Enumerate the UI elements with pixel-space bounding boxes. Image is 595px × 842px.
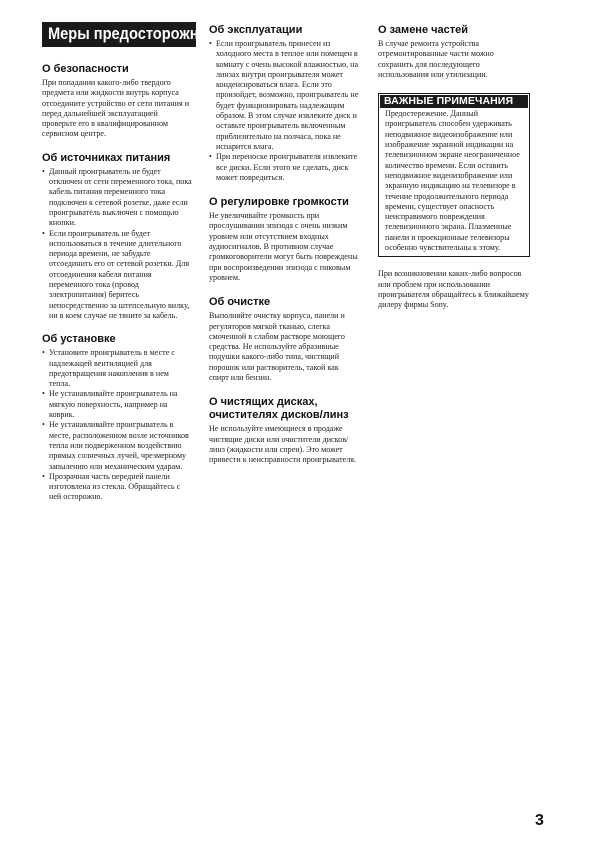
section-heading: О чистящих дисках, очистителях дисков/линз: [209, 396, 349, 422]
list-item: • Установите проигрыватель в месте с надлежащей вентиляцией для предотвращения накопления в нем тепла.: [42, 348, 192, 389]
section-text: Выполняйте очистку корпуса, панели и регуляторов мягкой тканью, слегка смоченной в слабом растворе моющего средства. Не используйте абразивные подушки какого-либо типа, чистящий порошок или растворитель, такой как спирт или бензин.: [209, 311, 345, 383]
list-item: • Прозрачная часть передней панели изготовлена из стекла. Обращайтесь с ней осторожно.: [42, 472, 192, 503]
list-item: • Если проигрыватель не будет использоваться в течение длительного периода времени, не забудьте отсоединить его от сетевой розетки. Для отсоединения кабеля питания переменного тока (провод электропитания) беритесь непосредственно за штепсельную вилку, ни в коем случае не тяните за кабель.: [42, 229, 192, 322]
column-middle: [209, 24, 359, 479]
section-cleaning-discs: [209, 396, 359, 465]
important-notes-text: Предостережение. Данный проигрыватель способен удерживать неподвижное видеоизображение или изображение экранной индикации на телевизионном экране неограниченное количество времени. Если оставить неподвижное видеоизображение или экранную индикацию на телевизоре в течение продолжительного периода времени, существует опасность неисправимого повреждения телевизионного экрана. Плазменные панели и проекционные телевизоры особенно чувствительны к этому.: [385, 109, 520, 253]
column-left: [42, 24, 232, 515]
important-notes-heading: ВАЖНЫЕ ПРИМЕЧАНИЯ: [380, 95, 528, 108]
section-heading: О регулировке громкости: [209, 196, 349, 209]
page-number: 3: [535, 812, 544, 829]
section-text: Не увеличивайте громкость при прослушивании эпизода с очень низким уровнем или отсутствием входных аудиосигналов. В противном случае громкоговорители могут быть повреждены при воспроизведении эпизода с пиковым уровнем.: [209, 211, 358, 282]
bullet-list: [42, 167, 192, 321]
section-heading: Об эксплуатации: [209, 24, 303, 36]
section-heading: Об источниках питания: [42, 151, 171, 164]
section-safety: [42, 63, 192, 140]
section-parts: [378, 24, 530, 80]
page-title: [42, 22, 232, 47]
list-item: • Данный проигрыватель не будет отключен от сети переменного тока, пока кабель питания переменного тока подключен к сетевой розетке, даже если проигрыватель выключен с помощью кнопки.: [42, 167, 192, 229]
list-item: • При переноске проигрывателя извлеките все диски. Если этого не сделать, диск может повредиться.: [209, 152, 359, 183]
bullet-list: [209, 39, 359, 183]
list-item: • Если проигрыватель принесен из холодного места в теплое или помещен в комнату с очень высокой влажностью, на линзах внутри проигрывателя может конденсироваться влага. Если это произойдет, возможно, проигрыватель не будет функционировать надлежащим образом. В этом случае извлеките диск и оставьте проигрыватель включенным приблизительно на полчаса, пока не испарится влага.: [209, 39, 359, 152]
important-notes-box: [378, 93, 530, 257]
page-title-text: Меры предосторожности: [48, 24, 232, 43]
column-right: [378, 24, 530, 311]
contact-text: При возникновении каких-либо вопросов или проблем при использовании проигрывателя обращайтесь к ближайшему дилеру фирмы Sony.: [378, 269, 529, 310]
section-text: Не используйте имеющиеся в продаже чистящие диски или очистители дисков/линз (жидкости или спреи). Это может привести к неисправности проигрывателя.: [209, 424, 356, 465]
section-power: [42, 152, 192, 321]
section-heading: Об установке: [42, 333, 116, 346]
bullet-list: [42, 348, 192, 502]
section-text: В случае ремонта устройства отремонтированные части можно сохранить для последующего использования или утилизации.: [378, 39, 494, 79]
section-text: При попадании какого-либо твердого предмета или жидкости внутрь корпуса отсоедините устройство от сети питания и перед дальнейшей эксплуатацией проверьте его в квалифицированном сервисном центре.: [42, 78, 190, 139]
section-installation: [42, 333, 192, 502]
section-heading: О безопасности: [42, 63, 129, 75]
section-cleaning: [209, 296, 359, 383]
section-heading: О замене частей: [378, 24, 469, 36]
section-heading: Об очистке: [209, 296, 271, 309]
section-operation: [209, 24, 359, 183]
section-volume: [209, 196, 359, 283]
list-item: • Не устанавливайте проигрыватель в месте, расположенном возле источников тепла или подверженном воздействию прямых солнечных лучей, чрезмерному запылению или механическим ударам.: [42, 420, 192, 471]
list-item: • Не устанавливайте проигрыватель на мягкую поверхность, например на коврик.: [42, 389, 192, 420]
